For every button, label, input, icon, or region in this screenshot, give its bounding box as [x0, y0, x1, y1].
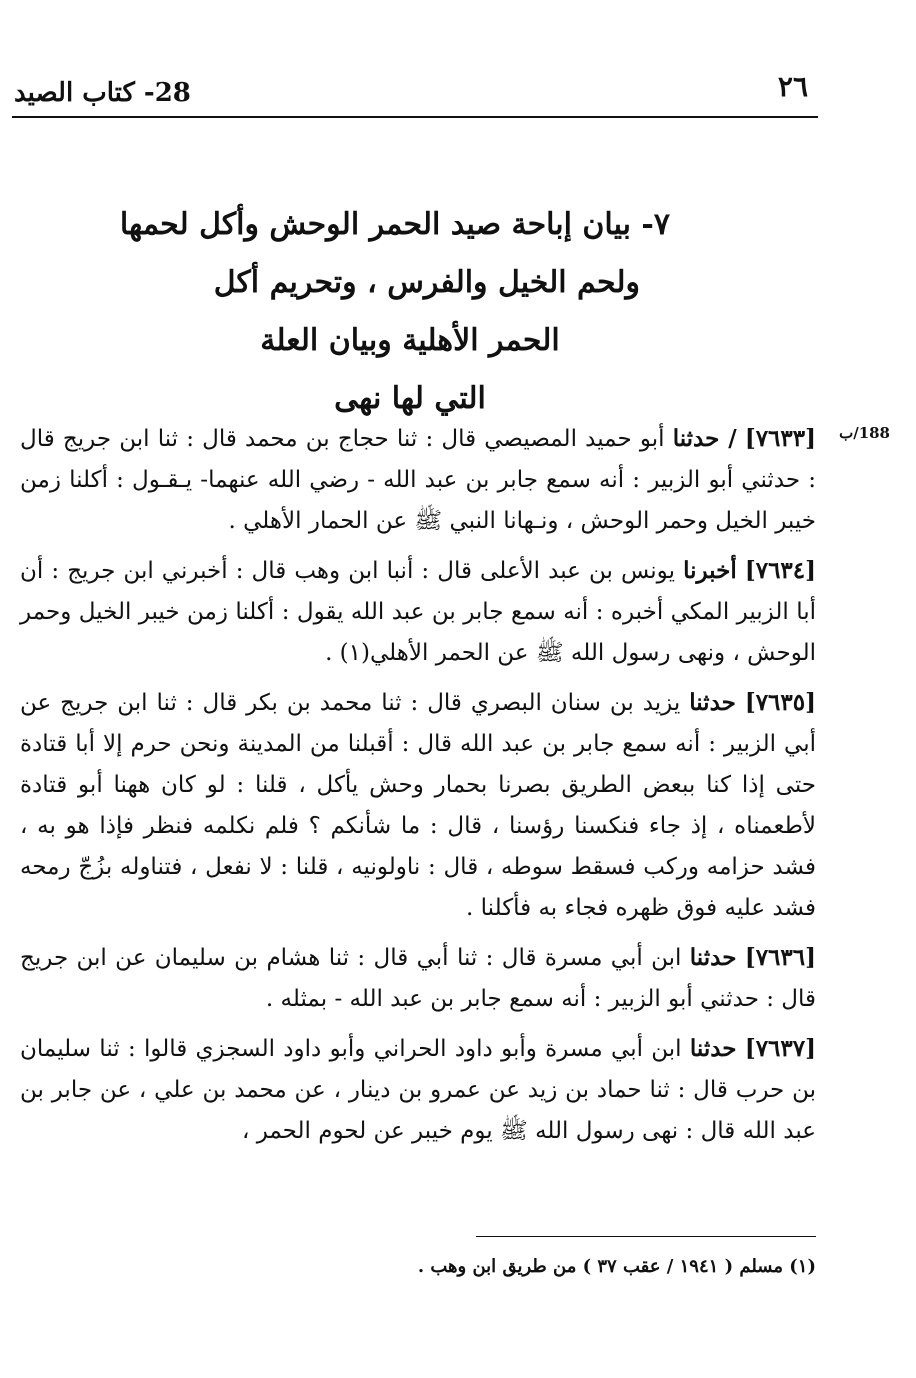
- hadith-verb: حدثنا: [689, 689, 736, 716]
- hadith-number: [٧٦٣٤]: [744, 557, 817, 584]
- hadith-number: [٧٦٣٦]: [744, 944, 817, 971]
- footnote: (١) مسلم ( ١٩٤١ / عقب ٣٧ ) من طريق ابن وهب .: [417, 1256, 816, 1277]
- hadith-verb: أخبرنا: [683, 557, 737, 584]
- page-header: [12, 64, 816, 116]
- hadith-entry: [20, 1028, 816, 1152]
- hadith-number: [٧٦٣٥]: [744, 689, 817, 716]
- header-divider: [12, 116, 818, 118]
- section-heading: [120, 196, 700, 428]
- hadith-verb: / حدثنا: [672, 425, 737, 452]
- hadith-text: أبو حميد المصيصي قال : ثنا حجاج بن محمد قال : ثنا ابن جريج قال : حدثني أبو الزبير : أنه سمع جابر بن عبد الله - رضي الله عنهما- يـقـول : أكلنا زمن خيبر الخيل وحمر الوحش ، ونـهانا النبي ﷺ عن الحمار الأهلي .: [20, 426, 816, 534]
- section-heading-line: ولحم الخيل والفرس ، وتحريم أكل: [213, 265, 640, 300]
- hadith-text: يونس بن عبد الأعلى قال : أنبا ابن وهب قال : أخبرني ابن جريج : أن أبا الزبير المكي أخبره : أنه سمع جابر بن عبد الله يقول : أكلنا زمن خيبر الخيل وحمر الوحش ، ونهى رسول الله ﷺ عن الحمر الأهلي(١) .: [20, 558, 816, 666]
- page-number: ٢٦: [777, 70, 808, 103]
- hadith-entry: [20, 550, 816, 674]
- hadith-text: يزيد بن سنان البصري قال : ثنا محمد بن بكر قال : ثنا ابن جريج عن أبي الزبير : أنه سمع جابر بن عبد الله قال : أقبلنا من المدينة ونحن حرم إلا أبا قتادة حتى إذا كنا ببعض الطريق بصرنا بحمار وحش يأكل ، قلنا : لو كان ههنا أبو قتادة لأطعمناه ، إذ جاء فنكسنا رؤسنا ، قال : ما شأنكم ؟ فلم نكلمه فنظر فإذا هو به ، فشد حزامه وركب فسقط سوطه ، قال : ناولونيه ، قلنا : لا نفعل ، فتناوله بزُجّ رمحه فشد عليه فوق ظهره فجاء به فأكلنا .: [20, 690, 816, 921]
- footnote-divider: [476, 1236, 816, 1237]
- hadith-entry: [20, 418, 816, 542]
- hadith-text: ابن أبي مسرة قال : ثنا أبي قال : ثنا هشام بن سليمان عن ابن جريج قال : حدثني أبو الزبير : أنه سمع جابر بن عبد الله - بمثله .: [20, 945, 816, 1012]
- hadith-list: [20, 418, 816, 1160]
- section-heading-line: الحمر الأهلية وبيان العلة: [260, 323, 560, 358]
- hadith-verb: حدثنا: [689, 1035, 737, 1062]
- chapter-title: 28- كتاب الصيد: [14, 78, 191, 108]
- hadith-verb: حدثنا: [689, 944, 737, 971]
- hadith-entry: [20, 937, 816, 1020]
- hadith-number: [٧٦٣٧]: [744, 1035, 817, 1062]
- hadith-text: ابن أبي مسرة وأبو داود الحراني وأبو داود السجزي قالوا : ثنا سليمان بن حرب قال : ثنا حماد بن زيد عن عمرو بن دينار ، عن محمد بن علي ، عن جابر بن عبد الله قال : نهى رسول الله ﷺ يوم خيبر عن لحوم الحمر ،: [20, 1036, 816, 1144]
- section-heading-line: التي لها نهى: [334, 381, 486, 416]
- hadith-number: [٧٦٣٣]: [744, 425, 817, 452]
- manuscript-folio-note: 188/ب: [839, 424, 890, 442]
- section-heading-line: ٧- بيان إباحة صيد الحمر الوحش وأكل لحمها: [119, 207, 670, 242]
- hadith-entry: [20, 682, 816, 929]
